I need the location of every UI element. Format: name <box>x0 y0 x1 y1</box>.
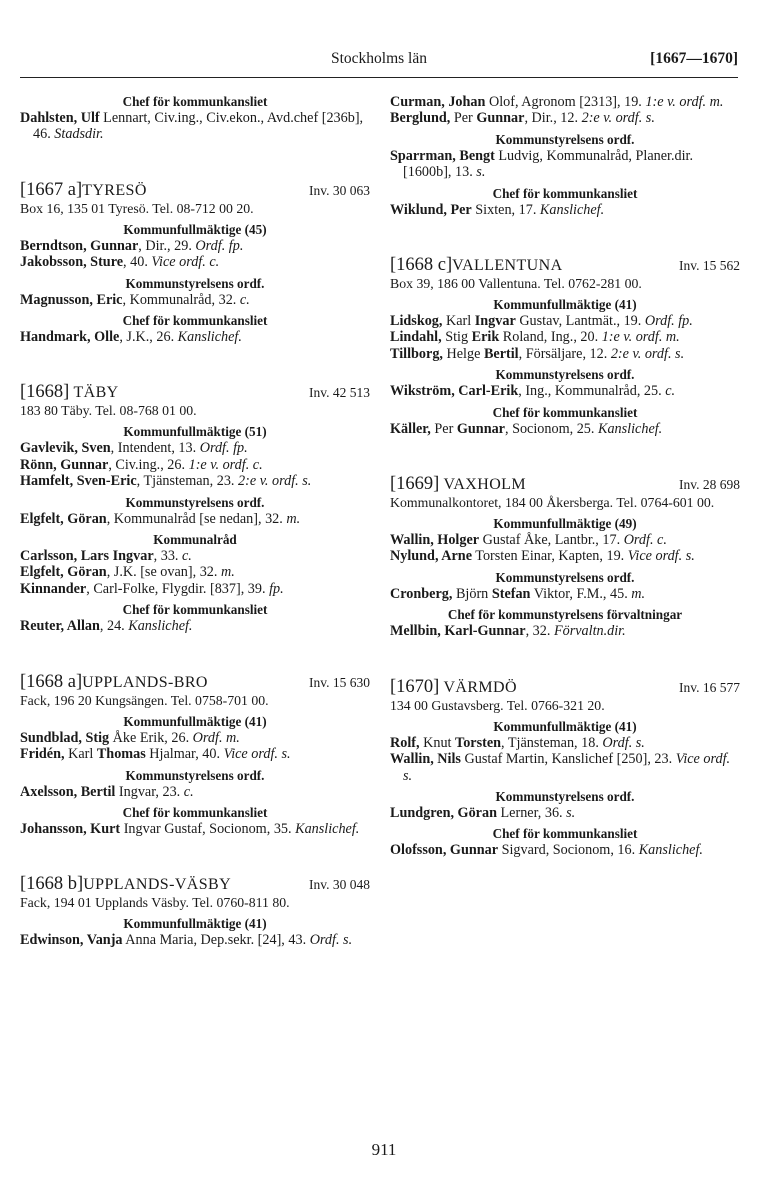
person-entry <box>390 735 740 751</box>
person-role: s. <box>476 164 486 181</box>
person-surname: Elgfelt, Göran <box>20 564 107 581</box>
person-role: Stadsdir. <box>54 126 104 143</box>
person-entry <box>390 110 740 126</box>
right-column <box>390 94 740 859</box>
municipality-address: Fack, 194 01 Upplands Väsby. Tel. 0760-811 80. <box>20 895 290 911</box>
person-entry <box>390 842 740 858</box>
municipality-code: [1668 b] <box>20 874 84 895</box>
person-details: , Dir., 12. <box>524 110 582 127</box>
person-role: Förvaltn.dir. <box>553 623 626 640</box>
person-entry <box>390 202 740 218</box>
municipality-title <box>20 671 370 693</box>
municipality-title <box>390 473 740 495</box>
running-header-region: Stockholms län <box>330 50 427 67</box>
person-surname: Berndtson, Gunnar <box>20 237 139 254</box>
municipality-address: Fack, 196 20 Kungsängen. Tel. 0758-701 00. <box>20 692 269 708</box>
person-entry <box>390 421 740 437</box>
person-role: Kanslichef. <box>598 420 663 437</box>
person-callname: Thomas <box>96 746 146 763</box>
person-entry <box>20 564 370 580</box>
person-details: Karl <box>64 746 97 763</box>
inhabitant-count: Inv. 16 577 <box>679 679 740 695</box>
person-entry <box>20 548 370 564</box>
section-heading: Kommunstyrelsens ordf. <box>125 275 265 291</box>
person-role: Kanslichef. <box>177 329 242 346</box>
person-callname: Gunnar <box>456 420 505 437</box>
person-role: Ordf. s. <box>309 932 353 949</box>
person-surname: Dahlsten, Ulf <box>20 110 100 126</box>
inhabitant-count: Inv. 15 562 <box>679 258 740 274</box>
person-details: Ludvig, Kommunalråd, Planer.dir. [1600b], 13. <box>403 147 694 181</box>
municipality-title <box>20 873 370 895</box>
person-callname: Bertil <box>483 345 519 362</box>
person-callname: Torsten <box>455 734 502 751</box>
person-details: Knut <box>419 734 456 751</box>
inhabitant-count: Inv. 30 063 <box>309 182 370 198</box>
person-details: Roland, Ing., 20. <box>499 329 602 346</box>
section-heading: Chef för kommunkansliet <box>122 94 268 109</box>
person-details: , Intendent, 13. <box>110 440 200 457</box>
person-details: , Försäljare, 12. <box>518 345 611 362</box>
person-entry <box>390 346 740 362</box>
municipality-name: VÄRMDÖ <box>439 678 517 696</box>
section-heading: Chef för kommunkansliet <box>492 185 638 201</box>
person-details: , Dir., 29. <box>138 237 196 254</box>
person-entry <box>390 548 740 564</box>
person-details: Per <box>430 420 457 437</box>
person-surname: Axelsson, Bertil <box>20 783 116 800</box>
person-role: Vice ordf. c. <box>151 254 220 271</box>
section-heading: Kommunstyrelsens ordf. <box>125 767 265 783</box>
person-role: Vice ordf. s. <box>223 746 291 763</box>
person-surname: Magnusson, Eric <box>20 291 123 308</box>
person-entry <box>20 821 370 837</box>
person-details: Karl <box>442 313 475 330</box>
person-role: Kanslichef. <box>539 201 605 218</box>
section-heading: Kommunstyrelsens ordf. <box>495 788 635 804</box>
municipality-code: [1668] <box>20 382 70 403</box>
person-details: Sigvard, Socionom, 16. <box>498 842 639 859</box>
person-surname: Fridén, <box>20 746 65 763</box>
person-role: c. <box>239 291 250 308</box>
person-entry <box>20 254 370 270</box>
person-surname: Mellbin, Karl-Gunnar <box>390 623 526 640</box>
person-entry <box>20 618 370 634</box>
person-role: 2:e v. ordf. s. <box>581 110 655 127</box>
section-heading: Kommunfullmäktige (41) <box>123 713 267 729</box>
person-role: c. <box>665 383 676 400</box>
inhabitant-count: Inv. 42 513 <box>309 385 370 401</box>
person-details: , J.K., 26. <box>119 329 178 346</box>
person-details: Olof, Agronom [2313], 19. <box>485 94 646 110</box>
person-entry <box>20 329 370 345</box>
person-surname: Reuter, Allan <box>20 618 100 635</box>
person-surname: Handmark, Olle <box>20 329 120 346</box>
section-heading: Kommunstyrelsens ordf. <box>495 569 635 585</box>
person-surname: Hamfelt, Sven-Eric <box>20 473 137 490</box>
municipality-address: Kommunalkontoret, 184 00 Åkersberga. Tel. 0764-601 00. <box>390 495 715 511</box>
municipality-title <box>20 179 370 201</box>
municipality-address: Box 16, 135 01 Tyresö. Tel. 08-712 00 20. <box>20 200 254 216</box>
municipality-code: [1668 c] <box>390 255 453 276</box>
header-rule <box>20 77 738 78</box>
person-role: Vice ordf. s. <box>403 751 731 784</box>
person-surname: Tillborg, <box>390 345 443 362</box>
person-callname: Gunnar <box>476 110 525 127</box>
person-surname: Käller, <box>390 420 431 437</box>
person-entry <box>20 932 370 948</box>
person-entry <box>390 383 740 399</box>
person-role: Ordf. fp. <box>199 440 248 457</box>
municipality-name: UPPLANDS-BRO <box>82 673 208 691</box>
person-details: Helge <box>442 345 484 362</box>
person-surname: Rolf, <box>390 734 420 751</box>
section-heading: Kommunstyrelsens ordf. <box>125 494 265 510</box>
left-column <box>20 94 370 949</box>
person-entry <box>390 148 740 181</box>
person-details: , Civ.ing., 26. <box>108 456 189 473</box>
municipality-code: [1667 a] <box>20 179 83 200</box>
person-role: 2:e v. ordf. s. <box>238 473 312 490</box>
person-details: , 40. <box>123 254 152 271</box>
person-details: Stig <box>441 329 472 346</box>
person-entry <box>20 784 370 800</box>
person-details: , Carl-Folke, Flygdir. [837], 39. <box>86 580 270 597</box>
person-surname: Cronberg, <box>390 585 453 602</box>
person-surname: Gavlevik, Sven <box>20 440 111 457</box>
person-role: Ordf. fp. <box>195 237 244 254</box>
person-details: Lennart, Civ.ing., Civ.ekon., Avd.chef [236b], 46. <box>33 110 364 143</box>
municipality-code: [1670] <box>390 676 440 697</box>
section-heading: Kommunfullmäktige (51) <box>123 424 267 440</box>
person-surname: Sundblad, Stig <box>20 729 110 746</box>
person-surname: Olofsson, Gunnar <box>390 842 499 859</box>
person-details: , Kommunalråd, 32. <box>122 291 240 308</box>
running-header-range: [1667—1670] <box>650 50 738 67</box>
person-callname: Erik <box>471 329 500 346</box>
municipality-title <box>390 254 740 276</box>
person-callname: Stefan <box>491 585 531 602</box>
inhabitant-count: Inv. 15 630 <box>309 674 370 690</box>
person-surname: Johansson, Kurt <box>20 820 121 837</box>
municipality-name: TYRESÖ <box>82 181 147 199</box>
person-details: Lerner, 36. <box>496 804 567 821</box>
person-role: m. <box>286 510 301 527</box>
person-surname: Sparrman, Bengt <box>390 147 495 164</box>
section-heading: Kommunalråd <box>153 532 237 548</box>
person-entry <box>390 94 740 110</box>
person-details: , Tjänsteman, 23. <box>136 473 239 490</box>
person-entry <box>390 805 740 821</box>
municipality-code: [1669] <box>390 474 440 495</box>
person-surname: Edwinson, Vanja <box>20 932 123 949</box>
person-details: Anna Maria, Dep.sekr. [24], 43. <box>122 932 310 949</box>
person-entry <box>20 110 370 143</box>
person-entry <box>390 313 740 329</box>
municipality-name: UPPLANDS-VÄSBY <box>83 876 232 894</box>
section-heading: Kommunfullmäktige (45) <box>123 221 267 237</box>
person-role: Ordf. c. <box>623 532 667 549</box>
person-surname: Nylund, Arne <box>390 548 472 565</box>
person-surname: Lundgren, Göran <box>390 804 497 821</box>
person-entry <box>390 751 740 784</box>
person-details: , Socionom, 25. <box>504 420 598 437</box>
person-entry <box>20 292 370 308</box>
person-surname: Wiklund, Per <box>390 201 472 218</box>
person-role: Vice ordf. s. <box>627 548 695 565</box>
person-surname: Lidskog, <box>390 313 443 330</box>
section-heading: Chef för kommunkansliet <box>122 804 268 820</box>
person-role: 1:e v. ordf. c. <box>188 456 263 473</box>
person-surname: Rönn, Gunnar <box>20 456 109 473</box>
section-heading: Chef för kommunkansliet <box>492 404 638 420</box>
person-details: , 33. <box>153 548 182 565</box>
person-surname: Elgfelt, Göran <box>20 510 107 527</box>
person-surname: Wallin, Holger <box>390 532 480 549</box>
municipality-code: [1668 a] <box>20 671 83 692</box>
person-details: , Ing., Kommunalråd, 25. <box>518 383 666 400</box>
person-details: , 24. <box>99 618 129 635</box>
person-entry <box>390 623 740 639</box>
person-details: Viktor, F.M., 45. <box>530 585 632 602</box>
person-surname: Wikström, Carl-Erik <box>390 383 519 400</box>
person-role: 1:e v. ordf. m. <box>645 94 724 110</box>
inhabitant-count: Inv. 28 698 <box>679 477 740 493</box>
person-details: Ingvar, 23. <box>115 783 184 800</box>
municipality-title <box>20 381 370 403</box>
person-role: Ordf. fp. <box>644 313 693 330</box>
person-entry <box>20 238 370 254</box>
person-details: Gustaf Åke, Lantbr., 17. <box>479 532 624 549</box>
person-details: , Tjänsteman, 18. <box>501 734 603 751</box>
person-details: Gustaf Martin, Kanslichef [250], 23. <box>460 751 676 768</box>
person-role: Kanslichef. <box>295 820 360 837</box>
person-details: Torsten Einar, Kapten, 19. <box>472 548 628 565</box>
section-heading: Kommunfullmäktige (41) <box>493 297 637 313</box>
municipality-address: Box 39, 186 00 Vallentuna. Tel. 0762-281 00. <box>390 276 642 292</box>
person-details: Hjalmar, 40. <box>145 746 224 763</box>
municipality-name: VALLENTUNA <box>452 257 563 275</box>
person-role: c. <box>182 548 192 565</box>
section-heading: Chef för kommunkansliet <box>492 826 638 842</box>
section-heading: Chef för kommunkansliet <box>122 313 268 329</box>
person-entry <box>20 730 370 746</box>
section-heading: Kommunfullmäktige (49) <box>493 516 637 532</box>
person-role: Ordf. s. <box>602 734 645 751</box>
person-details: Gustav, Lantmät., 19. <box>515 313 645 330</box>
section-heading: Kommunfullmäktige (41) <box>493 718 637 734</box>
person-role: c. <box>183 783 194 800</box>
person-role: Kanslichef. <box>638 842 703 859</box>
person-details: , Kommunalråd [se nedan], 32. <box>106 510 287 527</box>
person-entry <box>390 586 740 602</box>
section-heading: Chef för kommunstyrelsens förvaltningar <box>447 607 683 623</box>
person-entry <box>20 511 370 527</box>
person-details: , 32. <box>525 623 554 640</box>
person-role: m. <box>220 564 235 581</box>
section-heading: Kommunstyrelsens ordf. <box>495 367 635 383</box>
person-details: , J.K. [se ovan], 32. <box>106 564 221 581</box>
person-role: Kanslichef. <box>128 618 193 635</box>
municipality-address: 134 00 Gustavsberg. Tel. 0766-321 20. <box>390 697 605 713</box>
person-entry <box>20 473 370 489</box>
person-surname: Carlsson, Lars Ingvar <box>20 548 154 565</box>
municipality-name: VAXHOLM <box>439 476 526 494</box>
person-role: m. <box>631 585 646 602</box>
person-details: Per <box>450 110 477 127</box>
person-role: s. <box>566 804 576 821</box>
person-entry <box>390 329 740 345</box>
person-role: 1:e v. ordf. m. <box>601 329 680 346</box>
section-heading: Chef för kommunkansliet <box>122 602 268 618</box>
municipality-title <box>390 676 740 698</box>
person-callname: Ingvar <box>474 313 516 330</box>
section-heading: Kommunfullmäktige (41) <box>123 916 267 932</box>
person-entry <box>390 532 740 548</box>
person-entry <box>20 440 370 456</box>
person-surname: Wallin, Nils <box>390 751 461 768</box>
person-entry <box>20 581 370 597</box>
municipality-address: 183 80 Täby. Tel. 08-768 01 00. <box>20 403 197 419</box>
person-details: Åke Erik, 26. <box>109 729 193 746</box>
section-heading: Kommunstyrelsens ordf. <box>495 131 635 147</box>
person-details: Ingvar Gustaf, Socionom, 35. <box>120 820 296 837</box>
person-surname: Berglund, <box>390 110 451 127</box>
person-role: 2:e v. ordf. s. <box>610 345 685 362</box>
person-details: Sixten, 17. <box>471 201 540 218</box>
page-number: 911 <box>371 1140 397 1159</box>
person-role: Ordf. m. <box>192 729 240 746</box>
person-surname: Kinnander <box>20 580 87 597</box>
person-entry <box>20 457 370 473</box>
person-surname: Lindahl, <box>390 329 442 346</box>
person-role: fp. <box>269 580 284 597</box>
person-details: Björn <box>452 585 492 602</box>
person-surname: Jakobsson, Sture <box>20 254 124 271</box>
person-surname: Curman, Johan <box>390 94 486 110</box>
municipality-name: TÄBY <box>69 384 119 402</box>
person-entry <box>20 746 370 762</box>
running-header <box>20 50 738 74</box>
inhabitant-count: Inv. 30 048 <box>309 877 370 893</box>
